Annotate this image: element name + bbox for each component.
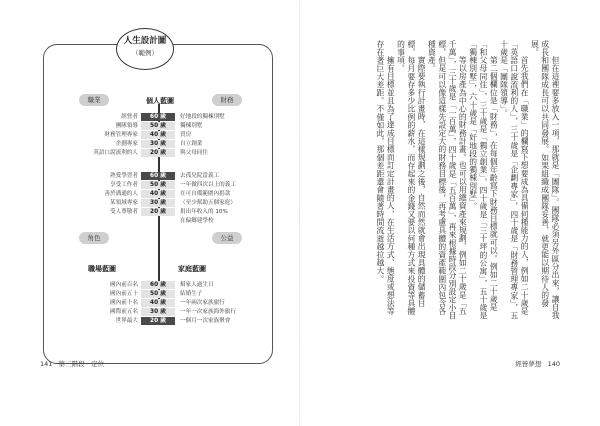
left-page-footer: [40, 359, 104, 368]
age-column-bottom: [141, 281, 175, 326]
public-tag: 公益: [212, 232, 242, 244]
right-page-footer: [515, 359, 560, 368]
family-heading: 家庭藍圖: [178, 265, 206, 273]
age-label: 40 歲: [141, 131, 175, 139]
age-label: 20 歲: [141, 149, 175, 157]
chart-subtitle: （範例）: [132, 49, 158, 57]
travel-list: [52, 281, 138, 326]
age-label: 40 歲: [141, 299, 175, 307]
paragraph: 但在這裡要多放入一項，那就是「團隊」。團隊必須另外區分出來，讓自我成長和團隊成長可以共同發展。如果組織成團隊妥善，就更能以期待人的發展。: [530, 40, 560, 319]
family-item: 一年一次家族海外旅行: [180, 309, 236, 315]
family-item: 一個月一次家族聚會: [180, 318, 231, 324]
study-item: 熟愛學習者: [110, 173, 138, 179]
public-item: 捐出年收入的 10%: [180, 209, 228, 215]
study-item: 某領域專家: [110, 200, 138, 206]
public-item: （至少幫助五個家庭）: [180, 200, 236, 206]
age-label: 30 歲: [141, 199, 175, 207]
wealth-list: [180, 113, 268, 158]
age-label: 60 歲: [141, 113, 175, 121]
travel-item: 國內前十名: [110, 300, 138, 306]
travel-item: 國內前百名: [110, 282, 138, 288]
career-tag: 職業: [79, 94, 109, 106]
travel-item: 國際前五名: [110, 309, 138, 315]
paragraph: 第二個欄位是「財務」，在每個年齡寫下財務目標就可以。例如二十歲是「和父母同住」，三十歲是「獨立創業」，四十歲是「三十坪的公寓」，五十歲是「獨棟別墅」，六十歲是「好地段的獨棟別墅」。: [468, 40, 499, 320]
paragraph: 擁有目標並且為了達成目標而訂定計畫的人，在生活方式、態度或想法等存在著巨大差距。不僅如此，那個差距還會隨著時間流逝越拉越大。: [375, 40, 396, 315]
study-list: [52, 172, 138, 217]
chart-title-badge: [116, 28, 174, 70]
public-list: [180, 172, 268, 226]
page-number: 140: [547, 360, 560, 368]
travel-heading: 職場藍圖: [88, 265, 116, 273]
family-item: 幫家人過生日: [180, 282, 214, 288]
career-item: 團隊領導: [115, 123, 138, 129]
wealth-item: 自立創業: [180, 141, 203, 147]
age-label: 30 歲: [141, 140, 175, 148]
body-text: [360, 40, 560, 320]
study-item: 受人尊敬者: [110, 209, 138, 215]
career-item: 企劃專家: [115, 141, 138, 147]
chart-title: 人生設計圖: [123, 36, 167, 46]
age-label: 50 歲: [141, 290, 175, 298]
wealth-item: 好地段的獨棟別墅: [180, 114, 225, 120]
wealth-item: 獨棟別墅: [180, 123, 203, 129]
public-item: 去孤兒院當義工: [180, 173, 220, 179]
paragraph: 首先我們在「職業」的欄寫下想要成為具備何種能力的人，例如二十歲是「英語口說流利的人」，三十歲是「企劃專家」，四十歲是「財務管理專家」，五十歲是「團隊領導」。: [499, 40, 530, 320]
section-title: 經營夢想: [515, 360, 542, 368]
age-label: 40 歲: [141, 190, 175, 198]
section-title: 第三階段・定位: [58, 360, 105, 368]
public-item: 一年做四次以上的義工: [180, 182, 236, 188]
wealth-item: 買房: [180, 132, 192, 138]
age-column-top: [141, 113, 175, 158]
paragraph: 等以房產為中心的財務計畫。也可以用總資產來規劃，例如二十歲是「五千萬」，三十歲是「一百萬」，四十歲是「五百萬」，再來根據時段分別設定小目標，但是可以像這樣先設定大的財務目標後，再考慮具體的資產範圍內包含各種資產。: [427, 40, 468, 320]
role-tag: 角色: [79, 232, 109, 244]
paragraph: 實際要執行計畫時，在這樣規劃之後，自然而然就會出現具體的儲蓄目標，每月要存多少比例的薪水，而存起來的金錢又要以何種方式來投資等具體的事項。: [396, 40, 427, 316]
travel-item: 世界最大: [115, 318, 138, 324]
career-item: 英語口說流利的人: [93, 150, 138, 156]
career-item: 經營者: [121, 114, 138, 120]
family-list: [180, 281, 268, 326]
family-item: 一年兩次家族旅行: [180, 300, 225, 306]
age-label: 50 歲: [141, 181, 175, 189]
page-number: 141: [40, 360, 53, 368]
wealth-tag: 財務: [212, 94, 242, 106]
public-item: 在可自備範圍內捐款: [180, 191, 231, 197]
study-item: 善於溝通的人: [104, 191, 138, 197]
public-item: 在偏鄉建學校: [180, 218, 214, 224]
age-label: 50 歲: [141, 122, 175, 130]
wealth-item: 與父母同住: [180, 150, 208, 156]
career-list: [52, 113, 138, 158]
family-item: 結婚生子: [180, 291, 203, 297]
age-label: 20 歲: [141, 317, 175, 325]
age-label: 20 歲: [141, 208, 175, 216]
personal-heading: 個人藍圖: [146, 97, 174, 105]
age-label: 60 歲: [141, 172, 175, 180]
age-label: 30 歲: [141, 308, 175, 316]
age-label: 60 歲: [141, 281, 175, 289]
right-page: [300, 0, 600, 426]
age-column-mid: [141, 172, 175, 217]
travel-item: 國內前五十: [110, 291, 138, 297]
study-item: 享受工作者: [110, 182, 138, 188]
career-item: 財務管理專家: [104, 132, 138, 138]
